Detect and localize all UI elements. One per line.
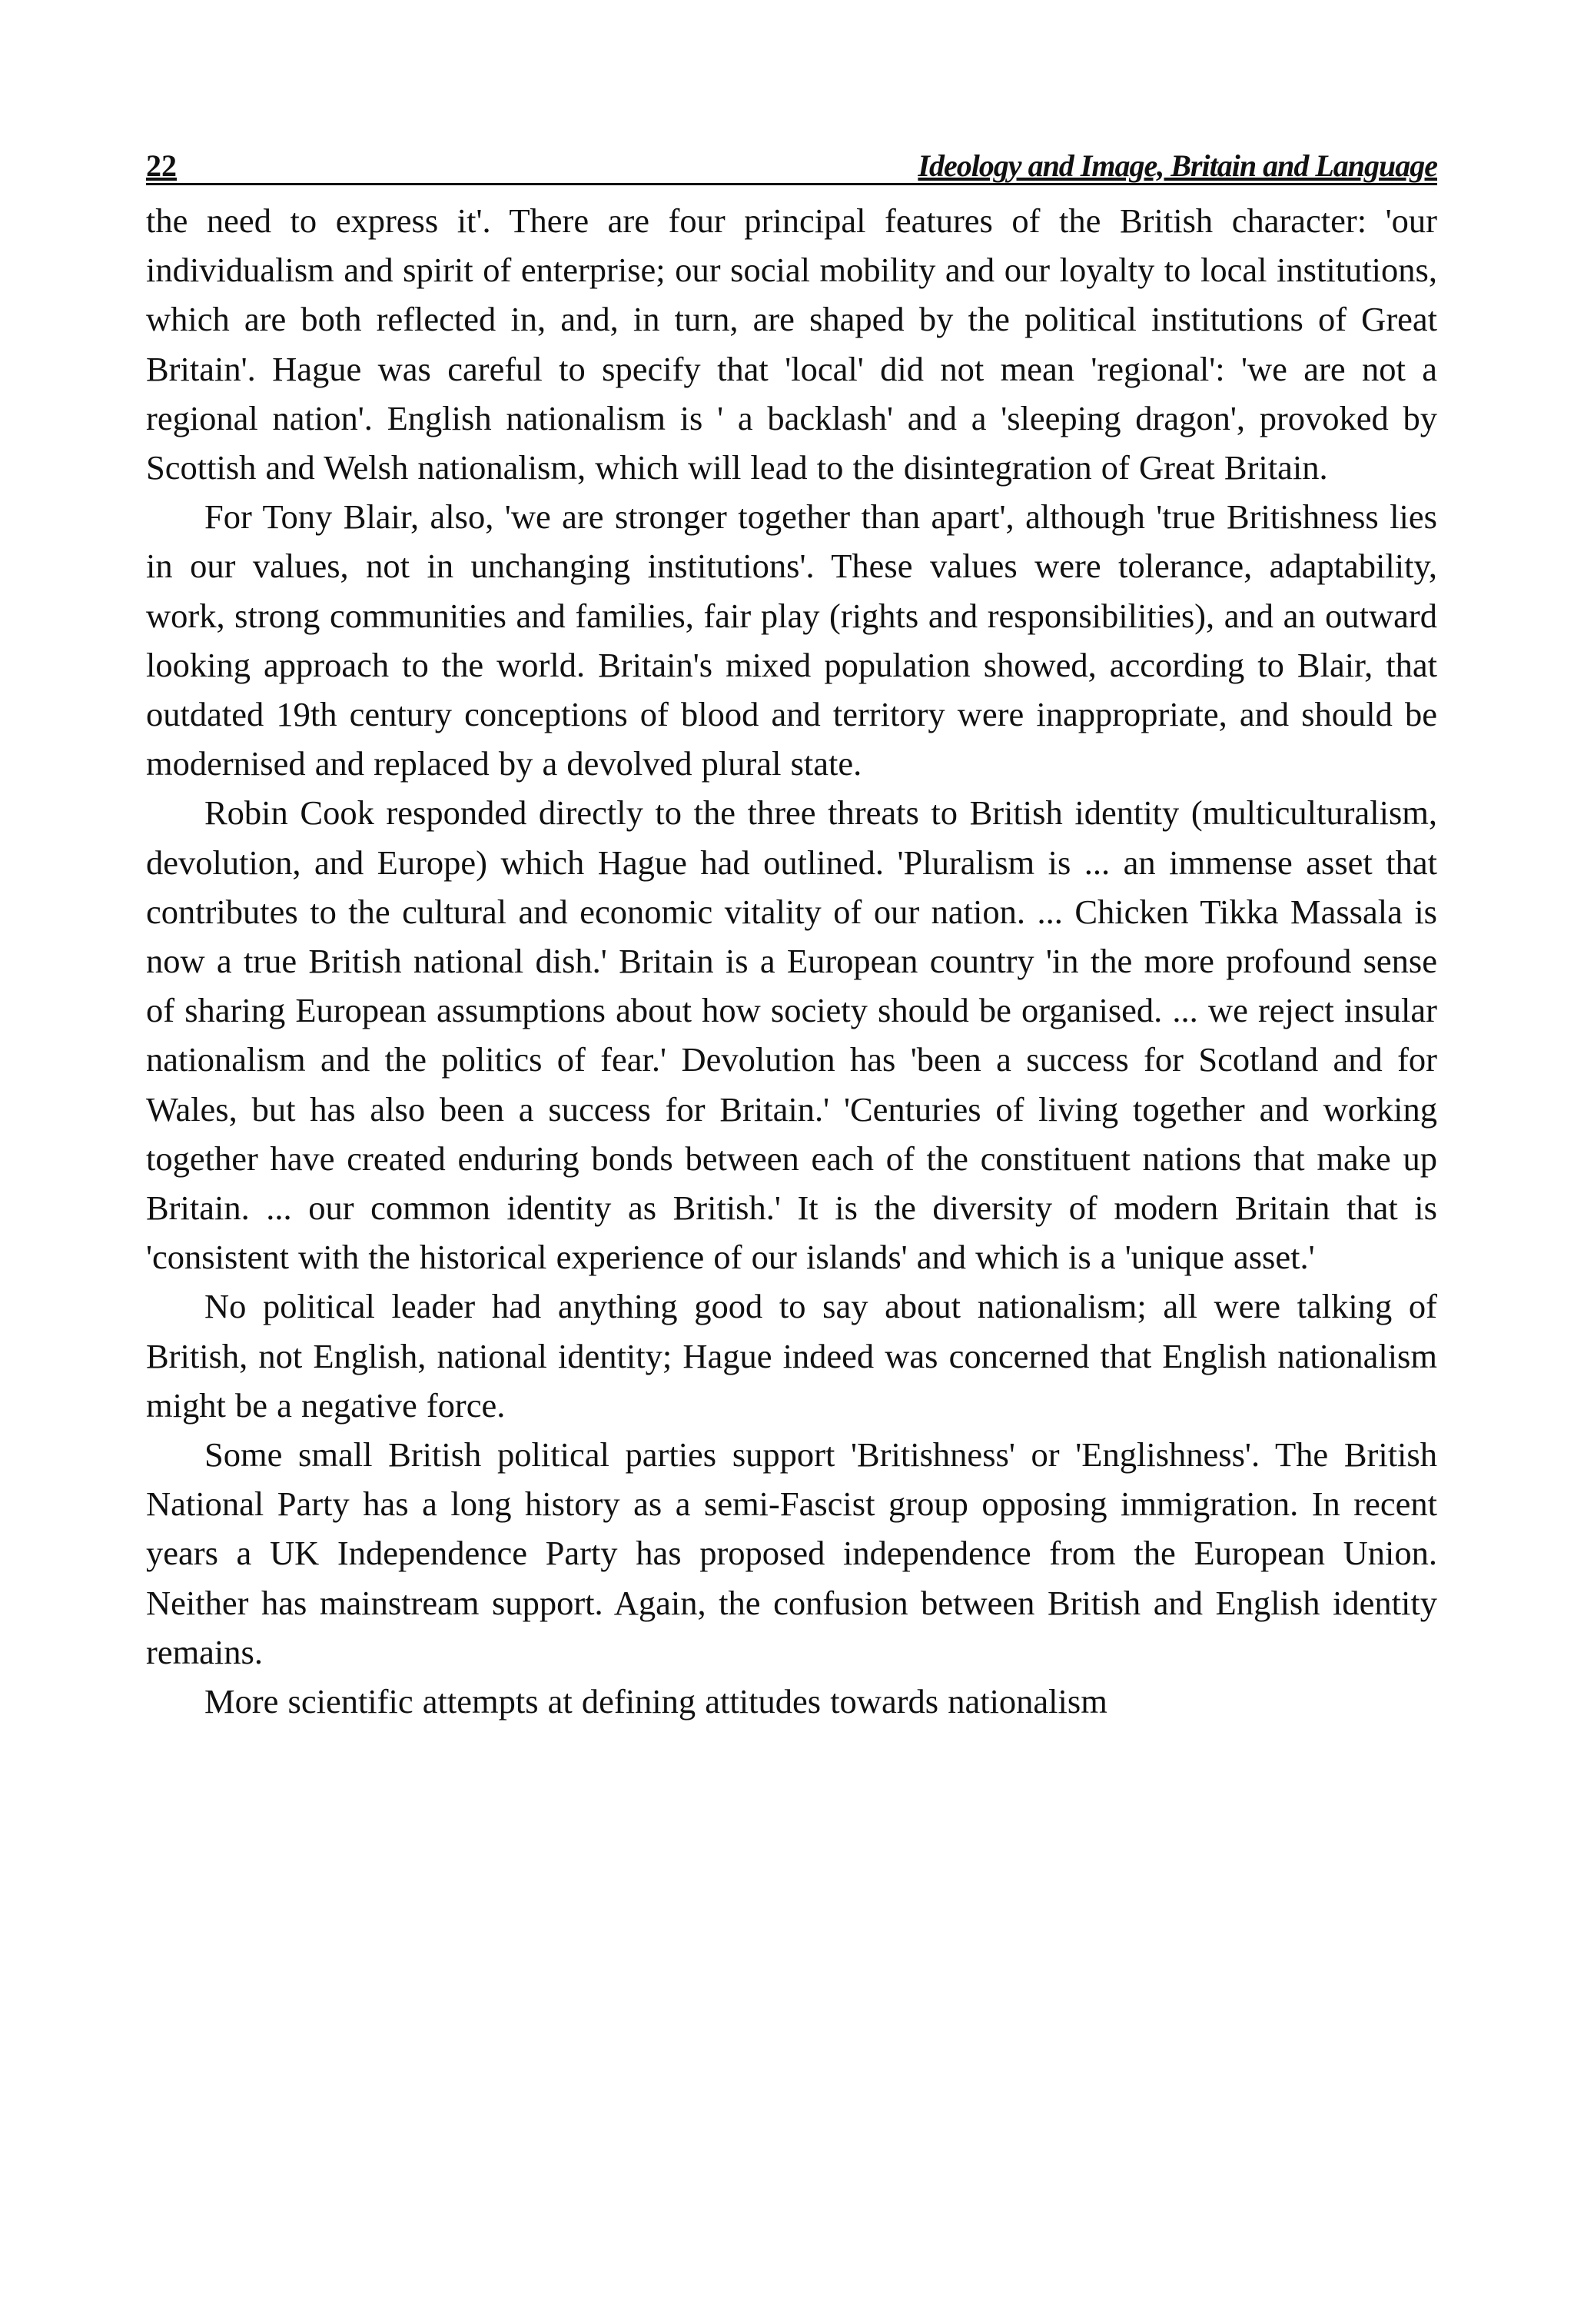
page-number: 22 <box>146 148 177 183</box>
running-title: Ideology and Image, Britain and Language <box>918 148 1437 183</box>
paragraph-tony-blair: For Tony Blair, also, 'we are stronger together than apart', although 'true Britishness lies in our values, not in unchanging institutions'. These values were tolerance, adaptability, work, strong communities and families, fair play (rights and responsibilities), and an outward looking approach to the world. Britain's mixed population showed, according to Blair, that outdated 19th century conceptions of blood and territory were inappropriate, and should be modernised and replaced by a devolved plural state. <box>146 497 1437 783</box>
running-header <box>146 138 1437 185</box>
paragraph-robin-cook: Robin Cook responded directly to the three threats to British identity (multiculturalism, devolution, and Europe) which Hague had outlined. 'Pluralism is ... an immense asset that contributes to the cultural and economic vitality of our nation. ... Chicken Tikka Massala is now a true British national dish.' Britain is a European country 'in the more profound sense of sharing European assumptions about how society should be organised. ... we reject insular nationalism and the politics of fear.' Devolution has 'been a success for Scotland and for Wales, but has also been a success for Britain.' 'Centuries of living together and working together have created enduring bonds between each of the constituent nations that make up Britain. ... our common identity as British.' It is the diversity of modern Britain that is 'consistent with the historical experience of our islands' and which is a 'unique asset.' <box>146 793 1437 1277</box>
paragraph-continued: the need to express it'. There are four principal features of the British character: 'our individualism and spirit of enterprise; our social mobility and our loyalty to local institutions, which are both reflected in, and, in turn, are shaped by the political institutions of Great Britain'. Hague was careful to specify that 'local' did not mean 'regional': 'we are not a regional nation'. English nationalism is ' a backlash' and a 'sleeping dragon', provoked by Scottish and Welsh nationalism, which will lead to the disintegration of Great Britain. <box>146 201 1437 487</box>
paragraph-scientific-attempts: More scientific attempts at defining attitudes towards nationalism <box>204 1682 1107 1721</box>
paragraph-political-leaders: No political leader had anything good to say about nationalism; all were talking of British, not English, national identity; Hague indeed was concerned that English nationalism might be a negative force. <box>146 1287 1437 1425</box>
book-page <box>146 138 1437 2291</box>
body-text <box>146 196 1437 1726</box>
paragraph-small-parties: Some small British political parties support 'Britishness' or 'Englishness'. The British National Party has a long history as a semi-Fascist group opposing immigration. In recent years a UK Independence Party has proposed independence from the European Union. Neither has mainstream support. Again, the confusion between British and English identity remains. <box>146 1435 1437 1671</box>
